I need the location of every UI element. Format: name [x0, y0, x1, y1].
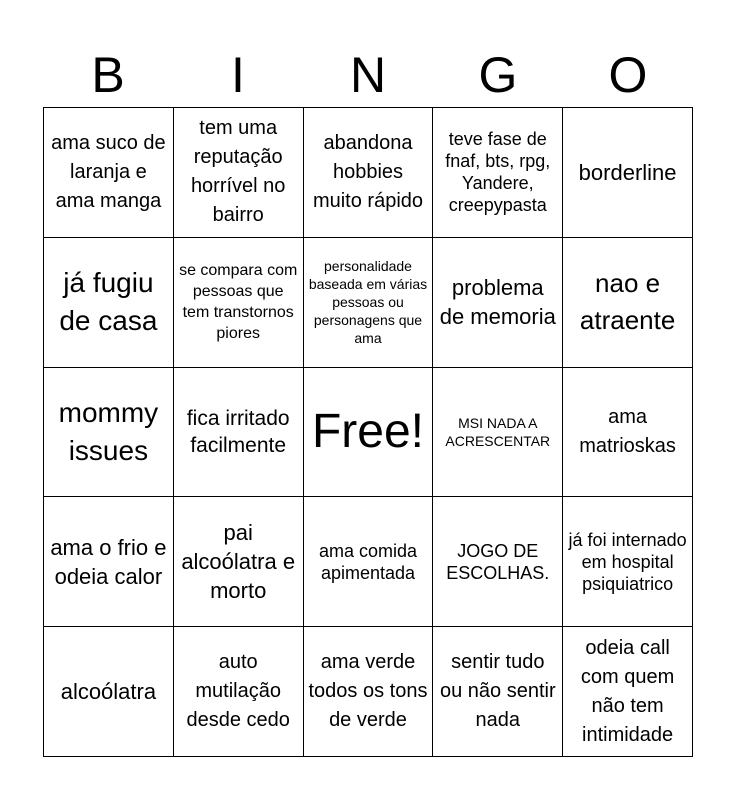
cell-text: ama verde todos os tons de verde: [308, 651, 428, 732]
cell-text: sentir tudo ou não sentir nada: [439, 651, 556, 732]
cell-text: JOGO DE ESCOLHAS.: [446, 540, 550, 583]
bingo-cell[interactable]: [304, 627, 434, 757]
bingo-cell[interactable]: [433, 627, 563, 757]
bingo-cell[interactable]: [433, 497, 563, 627]
cell-text: nao e atraente: [579, 268, 676, 336]
bingo-cell[interactable]: [174, 368, 304, 498]
cell-text: mommy issues: [58, 396, 159, 466]
bingo-cell[interactable]: [304, 108, 434, 238]
bingo-cell[interactable]: [44, 627, 174, 757]
bingo-cell[interactable]: [563, 108, 693, 238]
cell-text: abandona hobbies muito rápido: [312, 131, 424, 212]
cell-text: ama comida apimentada: [318, 540, 418, 583]
bingo-cell[interactable]: [174, 238, 304, 368]
cell-text: pai alcoólatra e morto: [181, 520, 296, 604]
cell-text: borderline: [578, 159, 677, 185]
cell-text: ama suco de laranja e ama manga: [51, 131, 166, 212]
bingo-cell[interactable]: [433, 238, 563, 368]
bingo-cell[interactable]: [304, 497, 434, 627]
header-letter-g: G: [478, 47, 518, 103]
bingo-cell[interactable]: [44, 108, 174, 238]
bingo-cell[interactable]: [44, 368, 174, 498]
cell-text: ama matrioskas: [579, 405, 676, 457]
cell-text: tem uma reputação horrível no bairro: [190, 117, 286, 227]
cell-text: odeia call com quem não tem intimidade: [580, 636, 675, 746]
header-letter-i: I: [231, 47, 245, 103]
bingo-cell[interactable]: [174, 497, 304, 627]
free-space[interactable]: [304, 368, 434, 498]
bingo-header: [43, 44, 693, 106]
cell-text: teve fase de fnaf, bts, rpg, Yandere, creepypasta: [445, 129, 551, 216]
header-letter-b: B: [91, 47, 125, 103]
bingo-board: [43, 107, 693, 757]
bingo-cell[interactable]: [433, 108, 563, 238]
bingo-cell[interactable]: [44, 238, 174, 368]
cell-text: ama o frio e odeia calor: [50, 534, 167, 589]
cell-text: já foi internado em hospital psiquiatrico: [568, 529, 687, 594]
bingo-cell[interactable]: [563, 238, 693, 368]
bingo-cell[interactable]: [563, 497, 693, 627]
bingo-cell[interactable]: [174, 627, 304, 757]
bingo-cell[interactable]: [563, 627, 693, 757]
cell-text: já fugiu de casa: [59, 267, 158, 337]
cell-text: alcoólatra: [60, 679, 157, 705]
bingo-cell[interactable]: [44, 497, 174, 627]
cell-text: auto mutilação desde cedo: [186, 651, 290, 732]
cell-text: personalidade baseada em várias pessoas ou personagens que ama: [308, 258, 428, 347]
cell-text: problema de memoria: [439, 275, 556, 330]
header-letter-o: O: [608, 47, 648, 103]
bingo-cell[interactable]: [174, 108, 304, 238]
cell-text: se compara com pessoas que tem transtornos piores: [179, 262, 298, 343]
cell-text: fica irritado facilmente: [186, 406, 290, 457]
bingo-cell[interactable]: [563, 368, 693, 498]
cell-text: MSI NADA A ACRESCENTAR: [445, 414, 551, 449]
header-letter-n: N: [349, 47, 387, 103]
free-space-text: Free!: [311, 404, 424, 458]
bingo-cell[interactable]: [304, 238, 434, 368]
bingo-cell[interactable]: [433, 368, 563, 498]
